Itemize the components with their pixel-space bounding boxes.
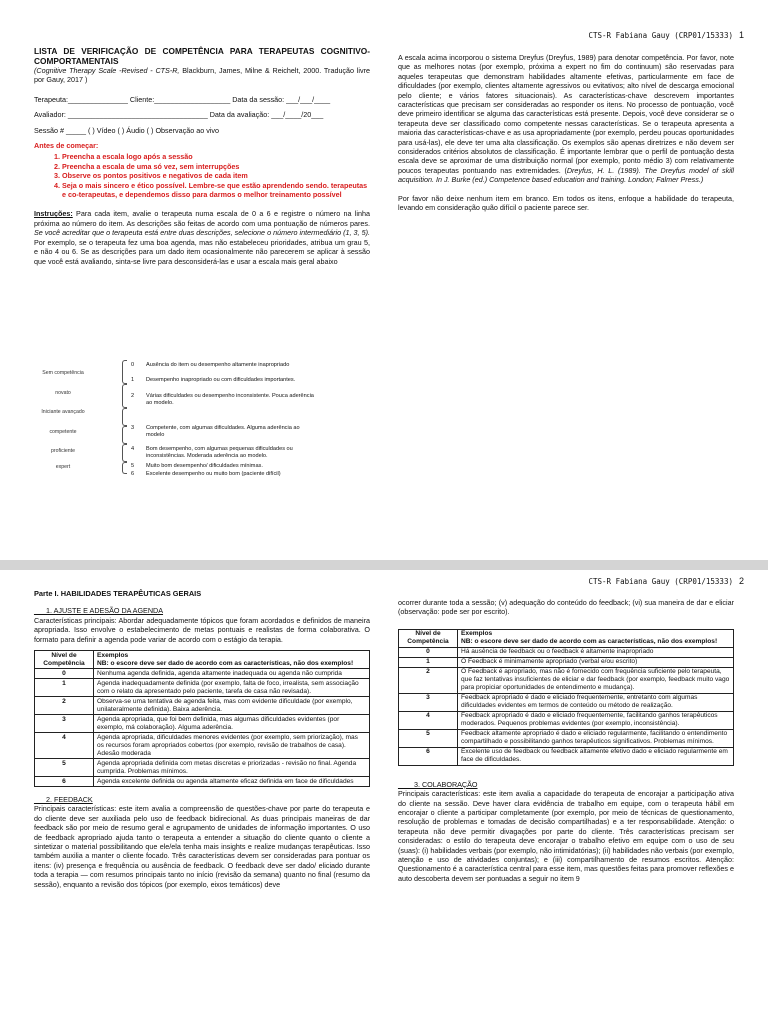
table-row: 2 Observa-se uma tentativa de agenda feita, mas com evidente dificuldade (por exemplo, unilateralmente definida). Baixa aderência.	[35, 697, 370, 715]
dreyfus-paragraph: A escala acima incorporou o sistema Dreyfus (Dreyfus, 1989) para denotar competência. Por favor, note que as melhores notas (por exemplo, próxima a expert no fim do continuum) são reservadas para aqueles terapeutas que demonstram habilidades altamente efetivas, particularmente em face de dificuldades (por exemplo, clientes altamente agressivos ou evitativos; alto nível de descarga emocional pelo cliente; e vários fatores situacionais). As características-chave descrevem importantes características que precisam ser consideradas ao responder os itens. No processo de pontuação, você deve primeiro identificar se alguma das características está presente. Depois, você deve considerar se o terapeuta deve ser classificado como competente nessas características. Se o terapeuta apresenta a maioria das características-chave e as usa apropriadamente (por exemplo, perdeu poucas oportunidades para usá-las), ele deve ter uma alta classificação. Os exemplos são apenas diretrizes e não devem ser considerados critérios absolutos de classificação. É importante lembrar que o perfil de pontuação desta escala deve se aproximar de uma distribuição normal (por exemplo, ponto médio 3) com relativamente poucos terapeutas pontuando nas extremidades. (Dreyfus, H. L. (1989). The Dreyfus model of skill acquisition. In J. Burke (ed.) Competence based education and training. London; Falmer Press.)	[398, 53, 735, 185]
level-text: Ausência do item ou desempenho altamente inapropriado	[146, 362, 290, 368]
document-title: LISTA DE VERIFICAÇÃO DE COMPETÊNCIA PARA TERAPEUTAS COGNITIVO-COMPORTAMENTAIS	[34, 46, 370, 66]
level-number: 3	[131, 425, 135, 431]
table-row: 5 Feedback altamente apropriado é dado e eliciado regularmente, facilitando o entendimento compartilhado e possibilitando ganhos terapêuticos significativos. Problemas mínimos.	[399, 729, 734, 747]
page-separator	[0, 560, 768, 570]
level-text: Desempenho inapropriado ou com dificuldades importantes.	[146, 377, 296, 383]
table-row: 6 Excelente uso de feedback ou feedback altamente efetivo dado e eliciado regularmente em face de dificuldades.	[399, 747, 734, 765]
instructions: Instruções: Para cada item, avalie o terapeuta numa escala de 0 a 6 e registre o número na linha próxima ao número do item. As descrições são feitas de acordo com uma pontuação de números pares. Se você acreditar que o terapeuta está entre duas descrições, selecione o número intermediário (1, 3, 5). Por exemplo, se o terapeuta fez uma boa agenda, mas não estabeleceu prioridades, atribua um grau 5, e não 4 ou 6. Se as descrições para um dado item ocasionalmente não parecerem se aplicar à sessão que você está avaliando, sinta-se livre para desconsiderá-las e usar a escala mais geral abaixo	[34, 209, 370, 266]
table-row: 1 O Feedback é minimamente apropriado (verbal e/ou escrito)	[399, 657, 734, 667]
level-number: 1	[131, 377, 135, 383]
brace	[122, 408, 127, 426]
page-header	[588, 30, 744, 40]
diagram-label: competente	[49, 429, 77, 435]
header-author: CTS-R Fabiana Gauy (CRP01/15333)	[588, 577, 733, 586]
diagram-label: Iniciante avançado	[41, 409, 85, 415]
level-number: 6	[131, 471, 135, 477]
header-examples: Exemplos NB: o escore deve ser dado de acordo com as características, não dos exemplos!	[94, 651, 370, 669]
right-column	[398, 53, 734, 213]
diagram-label: expert	[55, 464, 71, 470]
table-row: 6 Agenda excelente definida ou agenda altamente eficaz definida em face de dificuldades	[35, 777, 370, 787]
page-header	[588, 576, 744, 586]
feedback-table	[398, 629, 734, 766]
before-item: 1. Preencha a escala logo após a sessão	[62, 152, 370, 161]
item-1-description: Características principais: Abordar adequadamente tópicos que foram acordados e definidos de maneira apropriada. Isso envolve o estabelecimento de metas pontuais e realistas de forma colaborativa. O formato para definir a agenda pode variar de acordo com o estágio da terapia.	[34, 615, 370, 644]
table-row: 0 Há ausência de feedback ou o feedback é altamente inapropriado	[399, 647, 734, 657]
table-row: 3 Feedback apropriado é dado e eliciado frequentemente, entretanto com algumas dificuldades evidentes em termos de conteúdo ou método de realização.	[399, 693, 734, 711]
header-level: Nível de Competência	[399, 629, 458, 647]
brace	[122, 360, 127, 384]
level-text: Competente, com algumas dificuldades. Alguma aderência ao modelo	[146, 425, 300, 439]
level-number: 5	[131, 463, 135, 469]
table-row: 2 O Feedback é apropriado, mas não é fornecido com frequência suficiente pelo terapeuta, que faz tentativas insuficientes de eliciar e dar feedback (por exemplo, feedback muito vago para propiciar oportunidades de entendimento e mudança).	[399, 667, 734, 693]
table-row: 3 Agenda apropriada, que foi bem definida, mas algumas dificuldades evidentes (por exemplo, má colaboração). Alguma aderência.	[35, 715, 370, 733]
before-item: 4. Seja o mais sincero e ético possível. Lembre-se que estão aprendendo sendo. terapeutas e co-terapeutas, e dependemos disso para darmos o melhor treinamento possível	[62, 181, 370, 200]
page-number: 1	[738, 30, 744, 40]
blank-items-paragraph: Por favor não deixe nenhum item em branco. Em todos os itens, enfoque a habilidade do terapeuta, levando em consideração quão difícil o paciente parece ser.	[398, 193, 734, 213]
brace	[122, 462, 127, 474]
before-item: 3. Observe os pontos positivos e negativos de cada item	[62, 171, 370, 180]
header-examples: Exemplos NB: o escore deve ser dado de acordo com as características, não dos exemplos!	[458, 629, 734, 647]
before-heading: Antes de começar:	[34, 141, 99, 151]
level-text: Muito bom desempenho/ dificuldades mínimas.	[146, 463, 263, 469]
level-number: 4	[131, 446, 135, 452]
item-3-title: ____3. COLABORAÇÃO	[398, 779, 478, 789]
table-header	[399, 629, 734, 647]
table-row: 4 Feedback apropriado é dado e eliciado frequentemente, facilitando ganhos terapêuticos moderados. Pequenos problemas evidentes (por exemplo, inconsistência).	[399, 711, 734, 729]
brace	[122, 444, 127, 462]
diagram-label: novato	[55, 390, 71, 396]
table-row: 5 Agenda apropriada definida com metas discretas e priorizadas - revisão no final. Agenda cumprida. Problemas mínimos.	[35, 759, 370, 777]
left-column	[34, 589, 370, 889]
item-3-description: Principais características: este item avalia a capacidade do terapeuta de encorajar a participação ativa do cliente na sessão. Deve haver clara evidência de trabalho em equipe, com o terapeuta hábil em encorajar o cliente a participar completamente (por exemplo, por meio de técnicas de questionamento, resolução de problemas e tomadas de decisão compartilhadas) e a ter responsabilidade. Atenção: o terapeuta não deve permitir divagações por parte do cliente. Três características precisam ser consideradas: o estilo do terapeuta deve encorajar o trabalho efetivo em equipe com o uso de seu (suas): (i) habilidades verbais (por exemplo, não intimidatórias); (ii) habilidades não verbais (por exemplo, atenção e uso de atividades conjuntas); e (iii) compartilhamento de resumos escritos. Atenção: Questionamento é a característica central para esse item, mas questões feitas para promover reflexões e auto descoberta devem ser pontuadas a seguir no item 9	[398, 789, 734, 883]
brace	[122, 426, 127, 444]
level-number: 2	[131, 393, 135, 399]
diagram-label: proficiente	[51, 448, 75, 454]
feedback-continuation: ocorrer durante toda a sessão; (v) adequação do conteúdo do feedback; (vi) sua maneira de dar e eliciar (observação: pode ser por escrito).	[398, 598, 734, 617]
item-1-title: ___1. AJUSTE E ADESÃO DA AGENDA	[34, 606, 164, 616]
header-author: CTS-R Fabiana Gauy (CRP01/15333)	[588, 31, 733, 40]
form-line-therapist: Terapeuta:_______________ Cliente:___________________ Data da sessão: ___/___/____	[34, 94, 331, 104]
agenda-table	[34, 650, 370, 787]
citation: (Cognitive Therapy Scale -Revised - CTS-R, Blackburn, James, Milne & Reichelt, 2000. Tradução livre por Gauy, 2017 )	[34, 66, 371, 85]
form-line-evaluator: Avaliador: ___________________________________ Data da avaliação: ___/____/20___	[34, 110, 324, 120]
item-2-title: ___2. FEEDBACK	[34, 795, 93, 805]
level-text: Várias dificuldades ou desempenho inconsistente. Pouca aderência ao modelo.	[146, 393, 314, 407]
level-text: Excelente desempenho ou muito bom (paciente difícil)	[146, 471, 281, 477]
part-title: Parte I. HABILIDADES TERAPÊUTICAS GERAIS	[34, 589, 202, 598]
page-2	[0, 570, 768, 1024]
table-row: 0 Nenhuma agenda definida, agenda altamente inadequada ou agenda não cumprida	[35, 669, 370, 679]
diagram-label: Sem competência	[42, 370, 84, 376]
brace	[122, 384, 127, 408]
form-line-session: Sessão # _____ ( ) Vídeo ( ) Áudio ( ) Observação ao vivo	[34, 125, 219, 135]
before-item: 2. Preencha a escala de uma só vez, sem interrupções	[62, 162, 370, 171]
level-number: 0	[131, 362, 135, 368]
right-column	[398, 598, 734, 883]
left-column	[34, 46, 370, 266]
table-header	[35, 651, 370, 669]
competence-scale-diagram	[34, 358, 314, 488]
item-2-description: Principais características: este item avalia a compreensão de questões-chave por parte do terapeuta e do cliente deve ser auxiliada pelo uso de feedback bidirecional. As duas principais maneiras de dar feedback são por meio de resumo geral e agrupamento de unidades de informação importantes. O uso de feedback apropriado ajuda tanto o terapeuta a entender a situação do cliente quanto o cliente a sintetizar o material possibilitando que ele/ela tenha mais insights e realize mudanças terapêuticas. Isso também auxilia a manter o cliente focado. Três características devem ser consideradas para pontuar os itens: (iv) presença e frequência ou ausência de feedback. O feedback deve ser dado/ eliciado durante toda a terapia — com resumos principais tanto no início (revisão da semana) quanto no final (resumo da sessão), enquanto a revisão dos tópicos (por exemplo, eixos temáticos) deve	[34, 804, 370, 889]
table-row: 1 Agenda inadequadamente definida (por exemplo, falta de foco, irrealista, sem associação com o relato da apresentado pelo paciente, tarefa de casa não revisada).	[35, 679, 370, 697]
header-level: Nível de Competência	[35, 651, 94, 669]
page-number: 2	[738, 576, 744, 586]
table-row: 4 Agenda apropriada, dificuldades menores evidentes (por exemplo, sem priorização), mas os recursos foram apropriados cobertos (por exemplo, revisão de trabalhos de casa). Adesão moderada	[35, 733, 370, 759]
level-text: Bom desempenho, com algumas pequenas dificuldades ou inconsistências. Moderada aderência ao modelo.	[146, 446, 293, 460]
before-list	[34, 152, 370, 199]
